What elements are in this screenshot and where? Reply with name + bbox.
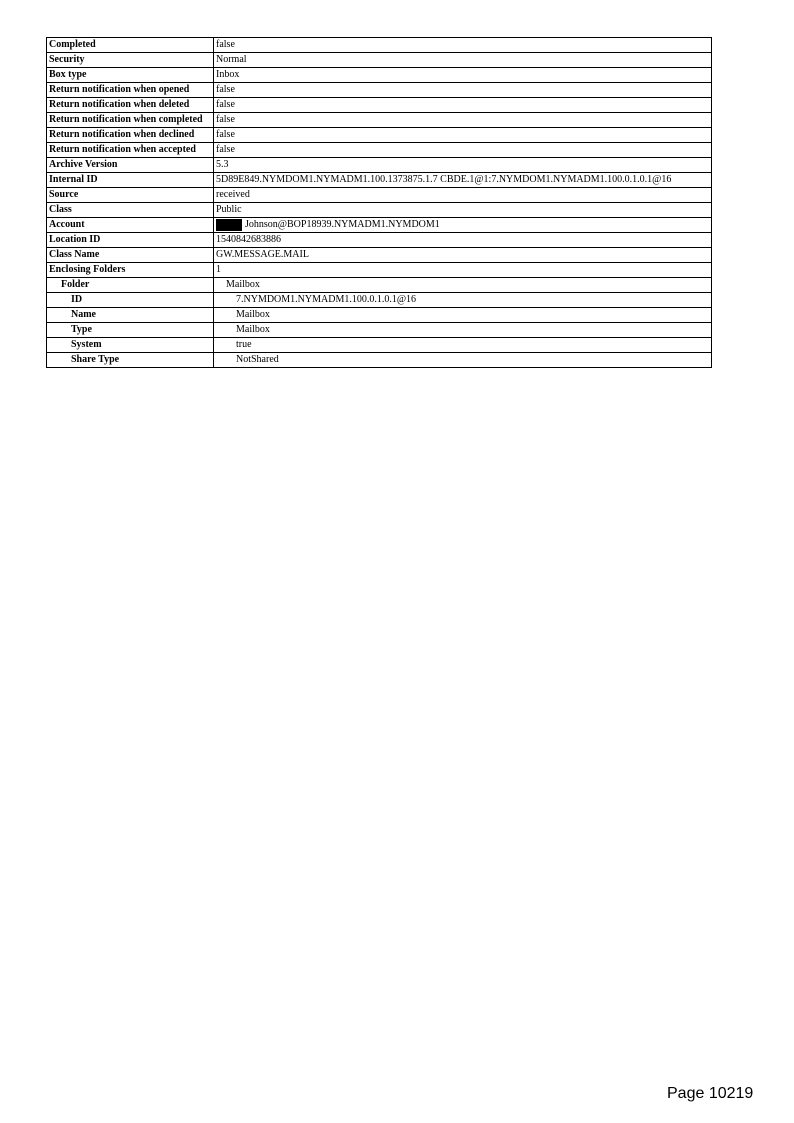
row-label: Class Name	[47, 248, 214, 263]
row-value	[214, 218, 712, 233]
row-label: Account	[47, 218, 214, 233]
row-value: 5.3	[214, 158, 712, 173]
table-row	[47, 278, 712, 293]
table-row	[47, 98, 712, 113]
table-row	[47, 143, 712, 158]
table-row	[47, 263, 712, 278]
row-label: Return notification when opened	[47, 83, 214, 98]
row-label: Class	[47, 203, 214, 218]
row-value: Public	[214, 203, 712, 218]
table-row	[47, 68, 712, 83]
table-row	[47, 323, 712, 338]
row-value: NotShared	[214, 353, 712, 368]
table-row	[47, 308, 712, 323]
row-label: Return notification when deleted	[47, 98, 214, 113]
row-label: Box type	[47, 68, 214, 83]
table-row	[47, 158, 712, 173]
row-value: GW.MESSAGE.MAIL	[214, 248, 712, 263]
table-row	[47, 338, 712, 353]
row-label: Security	[47, 53, 214, 68]
row-label: Internal ID	[47, 173, 214, 188]
table-row	[47, 248, 712, 263]
table-row	[47, 203, 712, 218]
table-row	[47, 173, 712, 188]
row-value: true	[214, 338, 712, 353]
table-row	[47, 38, 712, 53]
row-label: Return notification when accepted	[47, 143, 214, 158]
table-row	[47, 188, 712, 203]
row-value: 1	[214, 263, 712, 278]
row-value: Inbox	[214, 68, 712, 83]
row-value: 7.NYMDOM1.NYMADM1.100.0.1.0.1@16	[214, 293, 712, 308]
row-label: Type	[47, 323, 214, 338]
row-value: received	[214, 188, 712, 203]
row-value: false	[214, 143, 712, 158]
table-row	[47, 353, 712, 368]
account-text: Johnson@BOP18939.NYMADM1.NYMDOM1	[245, 219, 440, 230]
table-row	[47, 128, 712, 143]
row-label: System	[47, 338, 214, 353]
row-value: false	[214, 38, 712, 53]
row-value: Mailbox	[214, 323, 712, 338]
table-row	[47, 218, 712, 233]
row-label: Location ID	[47, 233, 214, 248]
row-label: Source	[47, 188, 214, 203]
table-row	[47, 293, 712, 308]
page-number: Page 10219	[667, 1085, 754, 1102]
properties-table	[46, 37, 712, 368]
row-value: false	[214, 98, 712, 113]
row-value: false	[214, 113, 712, 128]
row-value: false	[214, 83, 712, 98]
row-label: ID	[47, 293, 214, 308]
row-label: Archive Version	[47, 158, 214, 173]
row-value: 5D89E849.NYMDOM1.NYMADM1.100.1373875.1.7 CBDE.1@1:7.NYMDOM1.NYMADM1.100.0.1.0.1@16	[214, 173, 712, 188]
table-row	[47, 83, 712, 98]
row-label: Name	[47, 308, 214, 323]
redaction-block	[216, 219, 242, 231]
row-value: false	[214, 128, 712, 143]
row-label: Return notification when declined	[47, 128, 214, 143]
table-row	[47, 53, 712, 68]
table-row	[47, 233, 712, 248]
table-row	[47, 113, 712, 128]
row-value: Normal	[214, 53, 712, 68]
row-label: Share Type	[47, 353, 214, 368]
row-value: Mailbox	[214, 278, 712, 293]
row-value: Mailbox	[214, 308, 712, 323]
row-label: Enclosing Folders	[47, 263, 214, 278]
row-value: 1540842683886	[214, 233, 712, 248]
row-label: Return notification when completed	[47, 113, 214, 128]
row-label: Completed	[47, 38, 214, 53]
row-label: Folder	[47, 278, 214, 293]
